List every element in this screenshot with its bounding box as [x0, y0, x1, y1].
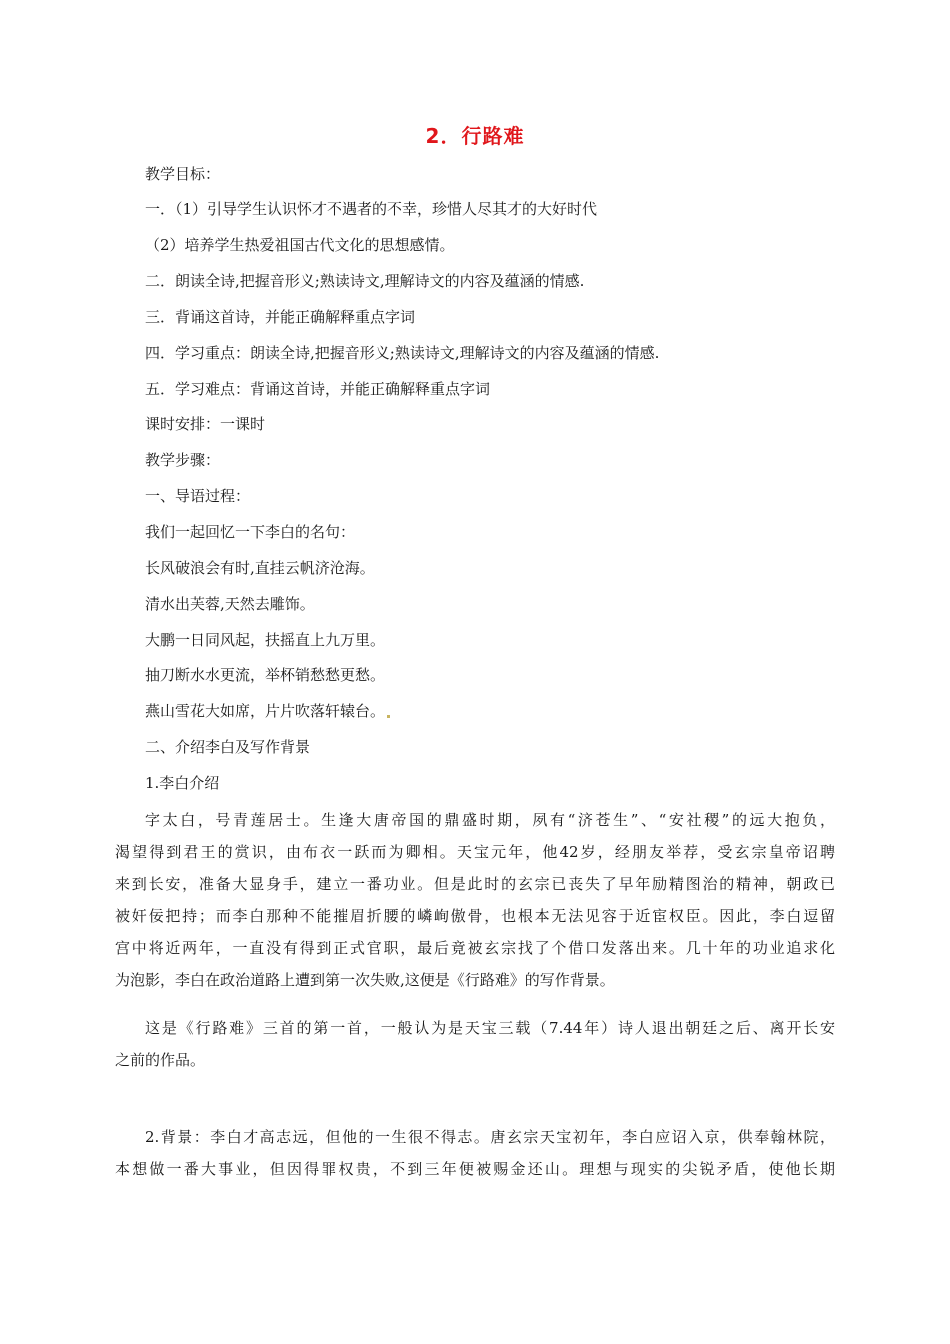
text-line: 二．朗读全诗,把握音形义;熟读诗文,理解诗文的内容及蕴涵的情感.	[145, 272, 585, 290]
paragraph-row: 之前的作品。	[115, 1051, 206, 1069]
paragraph-row: 被奸佞把持；而李白那种不能摧眉折腰的嶙峋傲骨，也根本无法见容于近宦权臣。因此，李白逗留	[115, 907, 835, 925]
text-line: 我们一起回忆一下李白的名句：	[145, 523, 356, 541]
text-line: 大鹏一日同风起，扶摇直上九万里。	[145, 631, 386, 649]
document-title: 2．行路难	[425, 124, 525, 148]
paragraph-row: 这是《行路难》三首的第一首，一般认为是天宝三载（7.44年）诗人退出朝廷之后、离开长安	[145, 1019, 835, 1037]
text-line: 燕山雪花大如席，片片吹落轩辕台。	[145, 702, 386, 720]
text-line: 清水出芙蓉,天然去雕饰。	[145, 595, 315, 613]
text-line: 长风破浪会有时,直挂云帆济沧海。	[145, 559, 375, 577]
stray-mark	[387, 715, 390, 718]
paragraph-row: 2.背景：李白才高志远，但他的一生很不得志。唐玄宗天宝初年，李白应诏入京，供奉翰林院，	[145, 1128, 835, 1146]
text-line: 课时安排：一课时	[145, 415, 266, 433]
paragraph-row: 本想做一番大事业，但因得罪权贵，不到三年便被赐金还山。理想与现实的尖锐矛盾，使他长期	[115, 1160, 835, 1178]
paragraph-background	[115, 1121, 835, 1185]
paragraph-row: 来到长安，准备大显身手，建立一番功业。但是此时的玄宗已丧失了早年励精图治的精神，朝政已	[115, 875, 835, 893]
text-line: 教学步骤：	[145, 451, 221, 469]
text-line: 1.李白介绍	[145, 774, 220, 792]
paragraph-row: 渴望得到君王的赏识，由布衣一跃而为卿相。天宝元年，他42岁，经朋友举荐，受玄宗皇帝诏聘	[115, 843, 835, 861]
text-line: 五．学习难点：背诵这首诗，并能正确解释重点字词	[145, 380, 491, 398]
paragraph-row: 字太白，号青莲居士。生逢大唐帝国的鼎盛时期，夙有“济苍生”、“安社稷”的远大抱负，	[145, 811, 835, 829]
paragraph-row: 宫中将近两年，一直没有得到正式官职，最后竟被玄宗找了个借口发落出来。几十年的功业追求化	[115, 939, 835, 957]
text-line: （2）培养学生热爱祖国古代文化的思想感情。	[145, 236, 455, 254]
paragraph-row: 为泡影，李白在政治道路上遭到第一次失败,这便是《行路难》的写作背景。	[115, 971, 615, 989]
text-line: 三．背诵这首诗，并能正确解释重点字词	[145, 308, 416, 326]
text-line: 四．学习重点：朗读全诗,把握音形义;熟读诗文,理解诗文的内容及蕴涵的情感.	[145, 344, 660, 362]
paragraph-li-bai-intro	[115, 804, 835, 996]
text-line: 教学目标：	[145, 165, 221, 183]
text-line: 二、介绍李白及写作背景	[145, 738, 311, 756]
text-line-with-mark	[145, 700, 390, 722]
paragraph-poem-note	[115, 1012, 835, 1076]
text-line: 一．（1）引导学生认识怀才不遇者的不幸，珍惜人尽其才的大好时代	[145, 200, 598, 218]
text-line: 一、导语过程：	[145, 487, 251, 505]
text-line: 抽刀断水水更流，举杯销愁愁更愁。	[145, 666, 386, 684]
